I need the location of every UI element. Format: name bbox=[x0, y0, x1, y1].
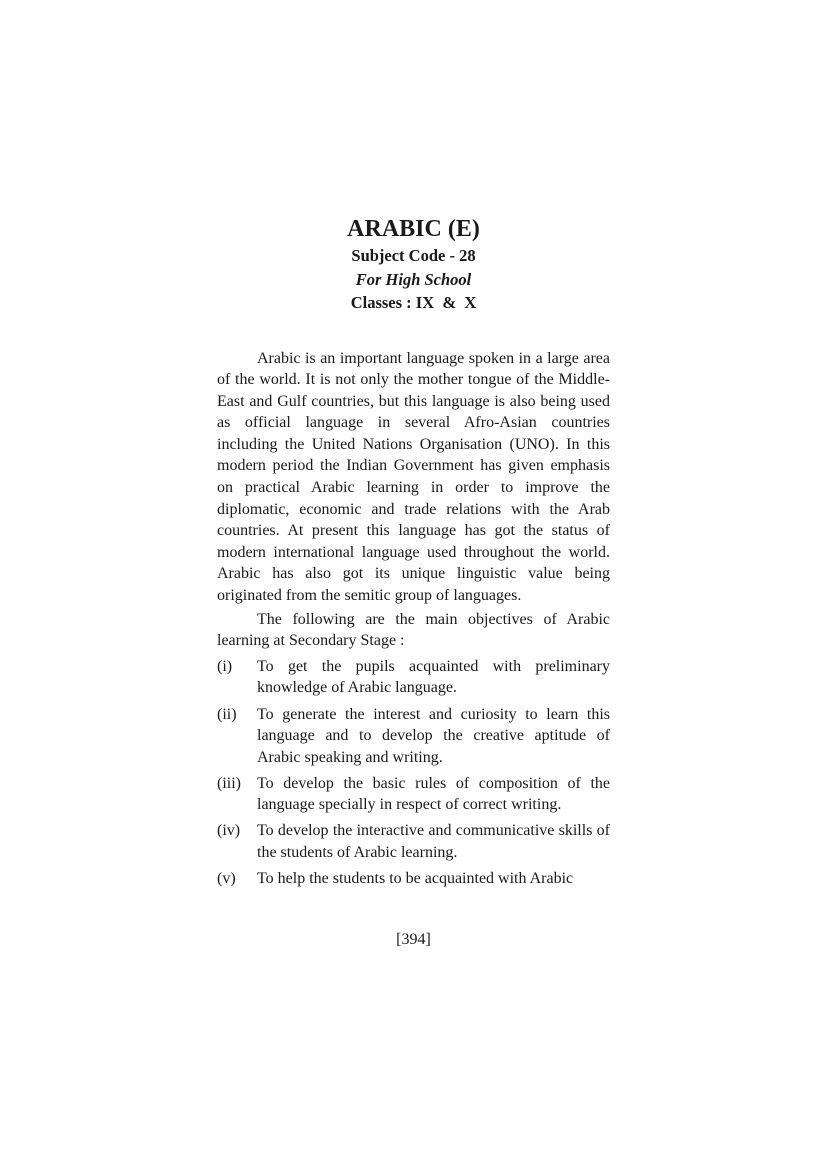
objective-number: (ii) bbox=[217, 705, 237, 723]
objective-number: (i) bbox=[217, 657, 233, 675]
objective-text: To get the pupils acquainted with preliminary knowledge of Arabic language. bbox=[257, 657, 610, 697]
objective-text: To develop the interactive and communicative skills of the students of Arabic learning. bbox=[257, 822, 610, 862]
school-level: For High School bbox=[355, 269, 472, 289]
objective-text: To help the students to be acquainted with Arabic bbox=[257, 870, 574, 888]
objective-item bbox=[217, 773, 610, 816]
subject-title: ARABIC (E) bbox=[347, 216, 480, 242]
objective-text: To generate the interest and curiosity to learn this language and to develop the creative aptitude of Arabic speaking and writing. bbox=[257, 705, 610, 766]
objectives-intro: The following are the main objectives of Arabic learning at Secondary Stage : bbox=[217, 610, 610, 650]
objective-number: (iv) bbox=[217, 822, 241, 840]
intro-paragraph: Arabic is an important language spoken in a large area of the world. It is not only the mother tongue of the Middle-East and Gulf countries, but this language is also being used as official language in several Afro-Asian countries including the United Nations Organisation (UNO). In this modern period the Indian Government has given emphasis on practical Arabic learning in order to improve the diplomatic, economic and trade relations with the Arab countries. At present this language has got the status of modern international language used throughout the world. Arabic has also got its unique linguistic value being originated from the semitic group of languages. bbox=[217, 349, 610, 605]
objective-item bbox=[217, 820, 610, 863]
subject-code: Subject Code - 28 bbox=[351, 246, 476, 265]
objective-text: To develop the basic rules of composition of the language specially in respect of correct writing. bbox=[257, 774, 610, 814]
objective-number: (iii) bbox=[217, 774, 241, 792]
document-header bbox=[217, 214, 610, 315]
classes-label: Classes : IX & X bbox=[350, 293, 477, 312]
objective-item bbox=[217, 656, 610, 699]
objectives-list bbox=[217, 656, 610, 890]
objective-item bbox=[217, 704, 610, 769]
objective-item bbox=[217, 868, 610, 890]
page-number: [394] bbox=[396, 931, 431, 948]
objective-number: (v) bbox=[217, 870, 236, 888]
document-page bbox=[217, 214, 610, 894]
